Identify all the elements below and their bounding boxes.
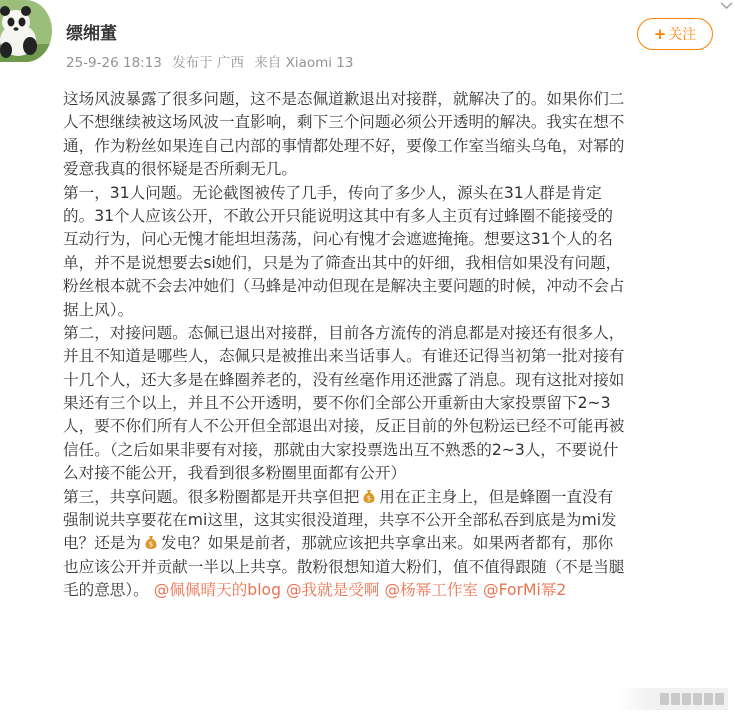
post-location: 发布于 广西 <box>172 55 244 71</box>
post-line: 信任。（之后如果非要有对接，那就由大家投票选出互不熟悉的2~3人，不要说什 <box>63 440 619 459</box>
post-line: 人，要不你们所有人不公开但全部退出对接，反正目前的外包粉运已经不可能再被 <box>63 417 625 436</box>
post-line: 第一，31人问题。无论截图被传了几手，传向了多少人，源头在31人群是肯定 <box>63 183 602 202</box>
post-line: 单，并不是说想要去si她们，只是为了筛查出其中的奸细，我相信如果没有问题， <box>63 253 622 272</box>
post-line <box>63 579 725 602</box>
post-text: 发电？如果是前者，那就应该把共享拿出来。如果两者都有，那你 <box>160 534 614 553</box>
svg-text:$: $ <box>148 540 154 549</box>
mention-link[interactable]: @杨幂工作室 <box>384 581 479 600</box>
post-text: 电？还是为 <box>63 534 141 553</box>
post-line: 十几个人，还大多是在蜂圈养老的，没有丝毫作用还泄露了消息。现有这批对接如 <box>63 370 625 389</box>
follow-label: 关注 <box>668 27 697 43</box>
post-meta <box>66 54 359 72</box>
post-line: 果还有三个以上，并且不公开透明，要不你们全部公开重新由大家投票留下2~3 <box>63 394 611 413</box>
post-line: 的。31个人应该公开，不敢公开只能说明这其中有多人主页有过蜂圈不能接受的 <box>63 206 614 225</box>
post-text: 用在正主身上，但是蜂圈一直没有 <box>379 487 614 506</box>
post-text: 第三，共享问题。很多粉圈都是开共享但把 <box>63 487 360 506</box>
panda-avatar <box>0 0 52 62</box>
post-line: 爱意我真的很怀疑是否所剩无几。 <box>63 160 297 179</box>
post-line: 这场风波暴露了很多问题，这不是态佩道歉退出对接群，就解决了的。如果你们二 <box>63 90 625 108</box>
post-line: 人不想继续被这场风波一直影响，剩下三个问题必须公开透明的解决。我实在想不 <box>63 113 625 132</box>
post-device: 来自 Xiaomi 13 <box>254 55 354 71</box>
mention-link[interactable]: @我就是受啊 <box>285 581 380 600</box>
post-time[interactable]: 25-9-26 18:13 <box>66 55 162 71</box>
money-bag-icon <box>361 488 377 504</box>
chevron-down-icon[interactable] <box>718 0 735 12</box>
post-line: 通，作为粉丝如果连自己内部的事情都处理不好，要像工作室当缩头乌龟，对幂的 <box>63 136 625 155</box>
mention-link[interactable]: @佩佩晴天的blog <box>153 581 281 600</box>
watermark-overlay <box>618 688 728 710</box>
svg-text:$: $ <box>367 494 372 503</box>
plus-icon: + <box>653 25 667 43</box>
post-content <box>63 88 725 603</box>
post-text: 毛的意思）。 <box>63 581 149 600</box>
username[interactable]: 缥缃董 <box>66 24 117 44</box>
follow-button[interactable] <box>637 18 713 50</box>
post-line: 粉丝根本就不会去冲她们（马蜂是冲动但现在是解决主要问题的时候，冲动不会占 <box>63 277 625 296</box>
post-line: 也应该公开并贡献一半以上共享。散粉很想知道大粉们，值不值得跟随（不是当腿 <box>63 557 625 576</box>
post-line <box>63 486 725 509</box>
post-line: 强制说共享要花在mi这里，这其实很没道理，共享不公开全部私吞到底是为mi发 <box>63 511 617 530</box>
post-line <box>63 532 725 555</box>
post-line: 互动行为，问心无愧才能坦坦荡荡，问心有愧才会遮遮掩掩。想要这31个人的名 <box>63 230 614 249</box>
mention-link[interactable]: @ForMi幂2 <box>483 581 567 600</box>
money-bag-icon <box>143 534 159 550</box>
avatar[interactable] <box>0 0 52 62</box>
post-line: 并且不知道是哪些人，态佩只是被推出来当话事人。有谁还记得当初第一批对接有 <box>63 347 625 366</box>
post-line: 么对接不能公开，我看到很多粉圈里面都有公开） <box>63 464 407 483</box>
post-line: 第二，对接问题。态佩已退出对接群，目前各方流传的消息都是对接还有很多人， <box>63 323 625 342</box>
post-line: 据上风）。 <box>63 300 134 319</box>
